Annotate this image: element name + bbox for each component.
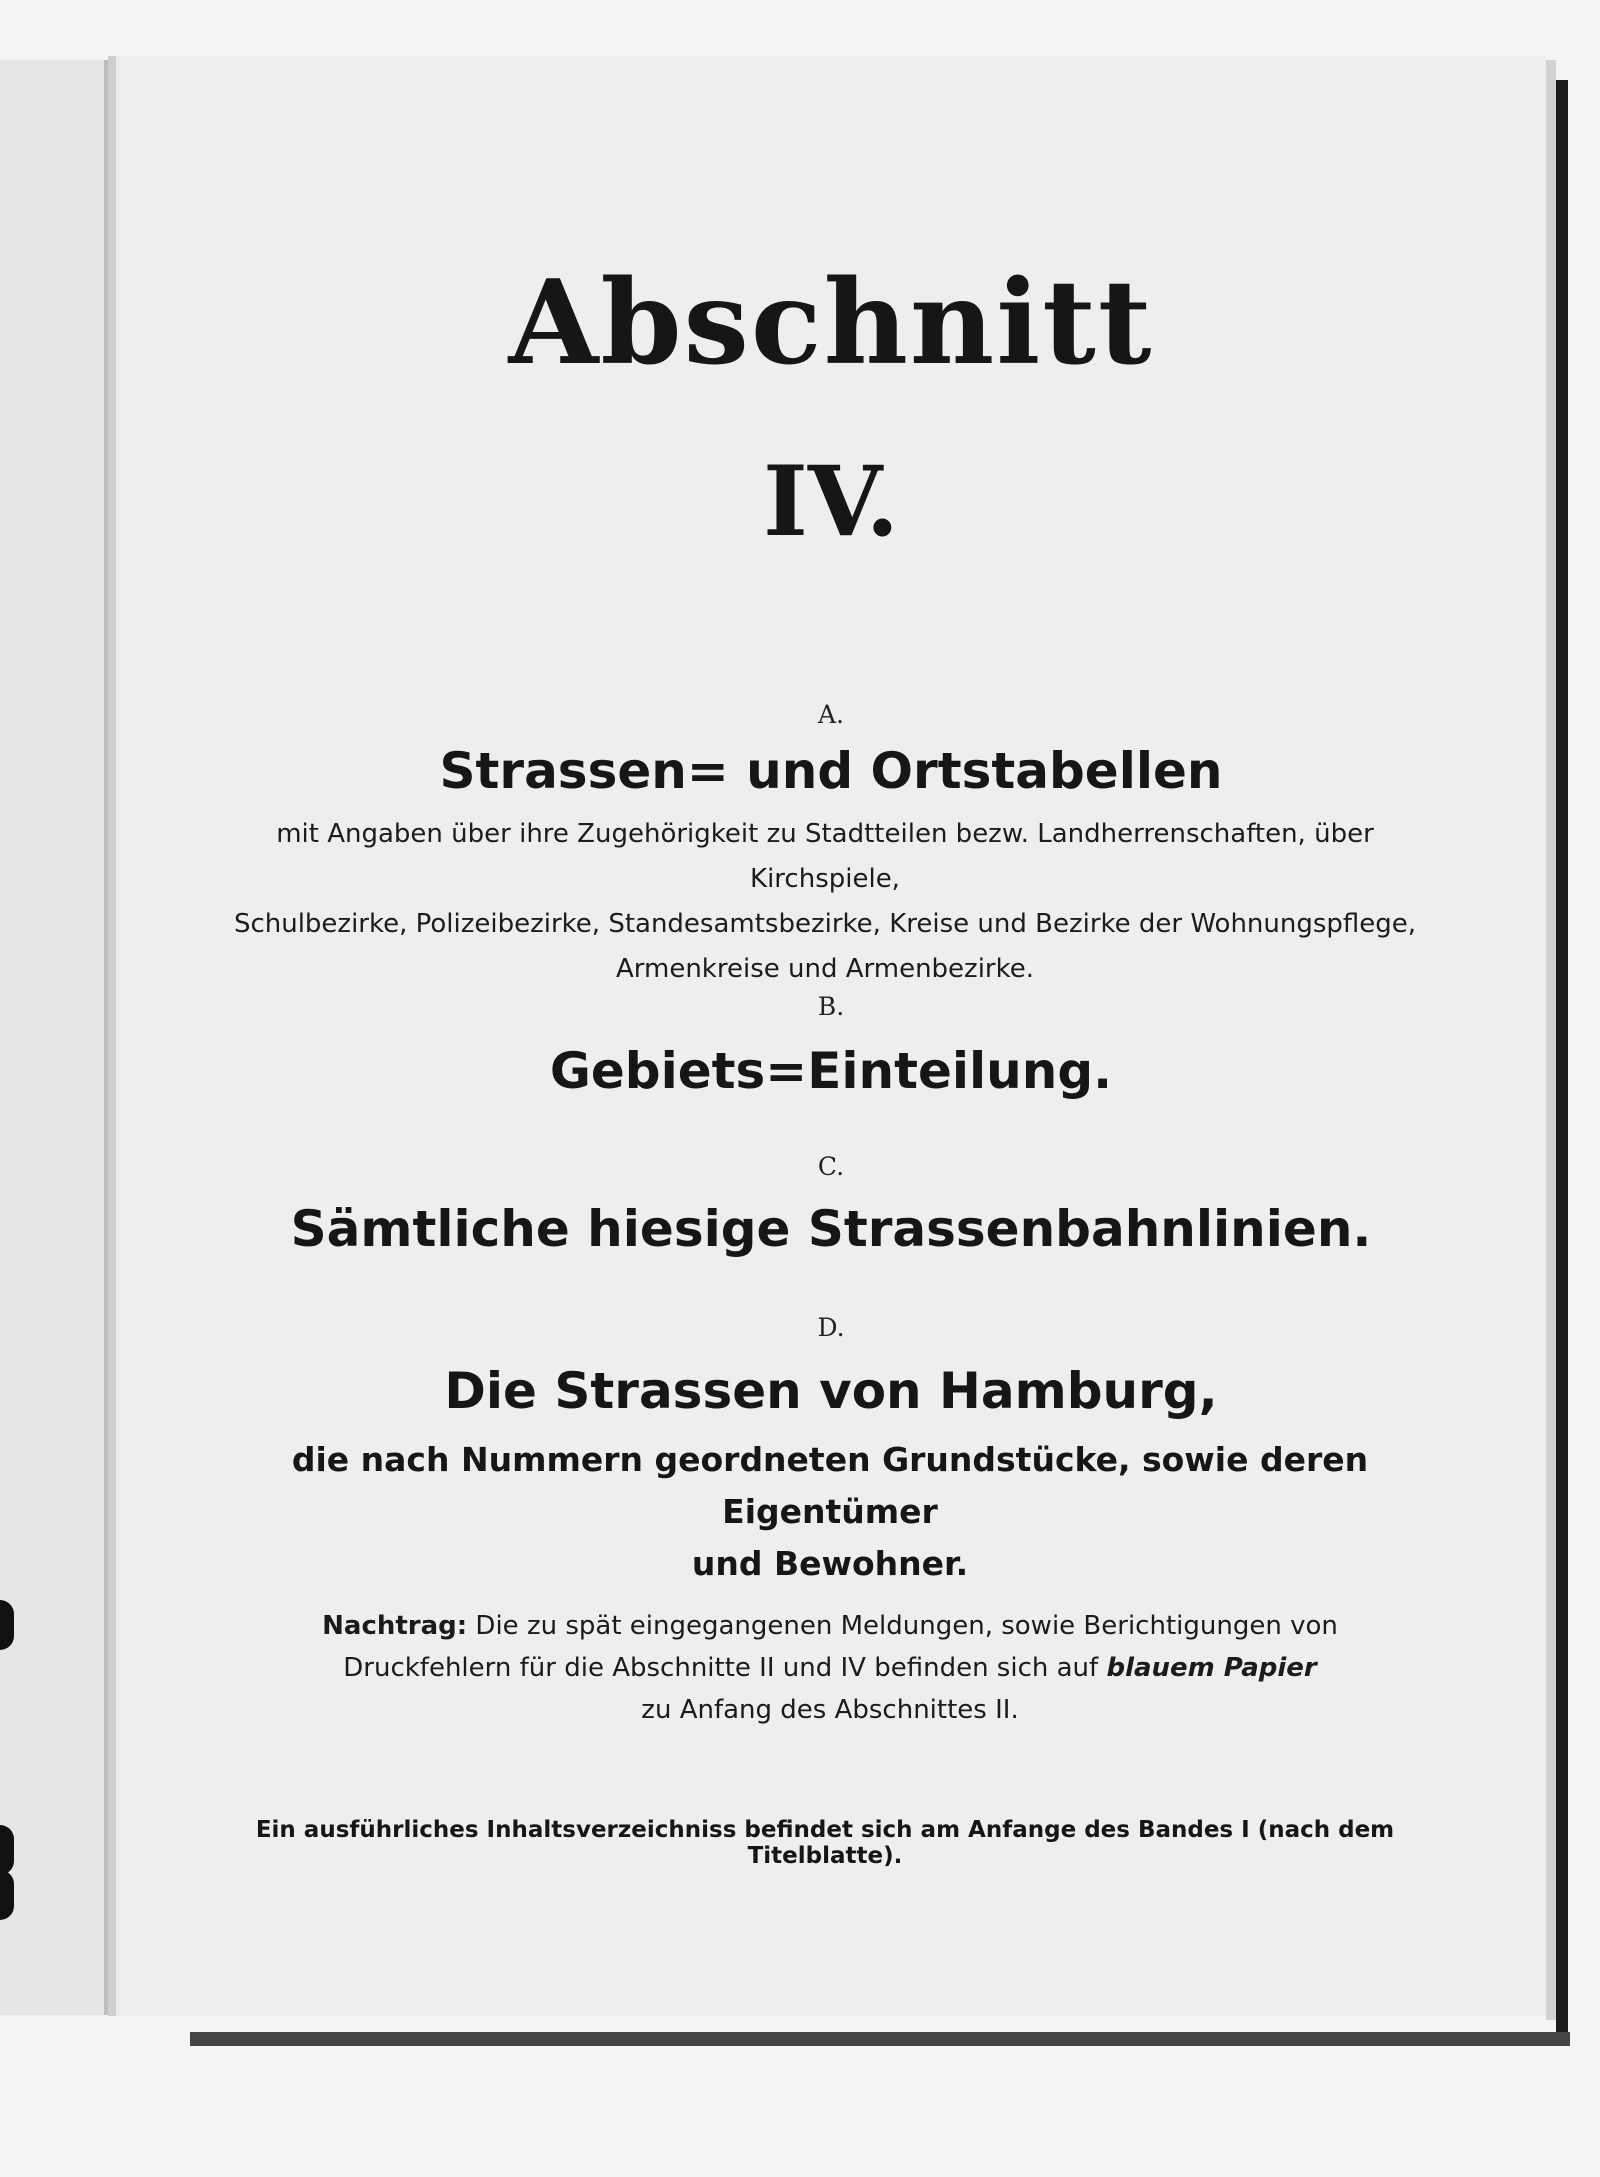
page-title: Abschnitt [508,255,1154,391]
section-heading-b: Gebiets=Einteilung. [549,1042,1113,1100]
section-heading-c: Sämtliche hiesige Strassenbahnlinien. [290,1200,1372,1258]
note-line [300,1647,1360,1689]
binding-tab [0,1600,14,1650]
addendum-note [300,1605,1360,1731]
section-letter-b: B. [817,992,845,1021]
footer-note: Ein ausführliches Inhaltsverzeichniss befindet sich am Anfange des Bandes I (nach dem Titelblatte). [255,1817,1395,1869]
left-page-edge [0,60,108,2015]
section-description-d [230,1434,1430,1590]
description-line: Armenkreise und Armenbezirke. [615,954,1035,984]
book-bottom-edge [190,2032,1570,2046]
description-line: mit Angaben über ihre Zugehörigkeit zu Stadtteilen bezw. Landherrenschaften, über Kirchspiele, [276,819,1374,894]
note-emphasis: blauem Papier [1106,1653,1317,1683]
section-heading-d: Die Strassen von Hamburg, [444,1362,1218,1420]
binding-tab [0,1870,14,1920]
section-description-a [200,812,1450,992]
note-text: Druckfehlern für die Abschnitte II und IV befinden sich auf [343,1653,1107,1683]
description-line: die nach Nummern geordneten Grundstücke, sowie deren Eigentümer [291,1440,1369,1531]
note-text: Die zu spät eingegangenen Meldungen, sowie Berichtigungen von [467,1611,1338,1641]
note-line [300,1605,1360,1647]
description-line: Schulbezirke, Polizeibezirke, Standesamtsbezirke, Kreise und Bezirke der Wohnungspflege, [233,909,1417,939]
section-letter-a: A. [817,700,844,729]
section-number: IV. [762,445,900,558]
book-gutter [108,56,116,2016]
section-heading-a: Strassen= und Ortstabellen [439,742,1223,800]
book-cover-edge [1556,80,1568,2040]
note-label: Nachtrag: [322,1611,468,1641]
section-letter-c: C. [817,1152,845,1181]
binding-tab [0,1825,14,1875]
note-line: zu Anfang des Abschnittes II. [641,1695,1019,1725]
section-letter-d: D. [817,1313,845,1342]
description-line: und Bewohner. [691,1544,969,1583]
page-right-edge [1546,60,1556,2020]
